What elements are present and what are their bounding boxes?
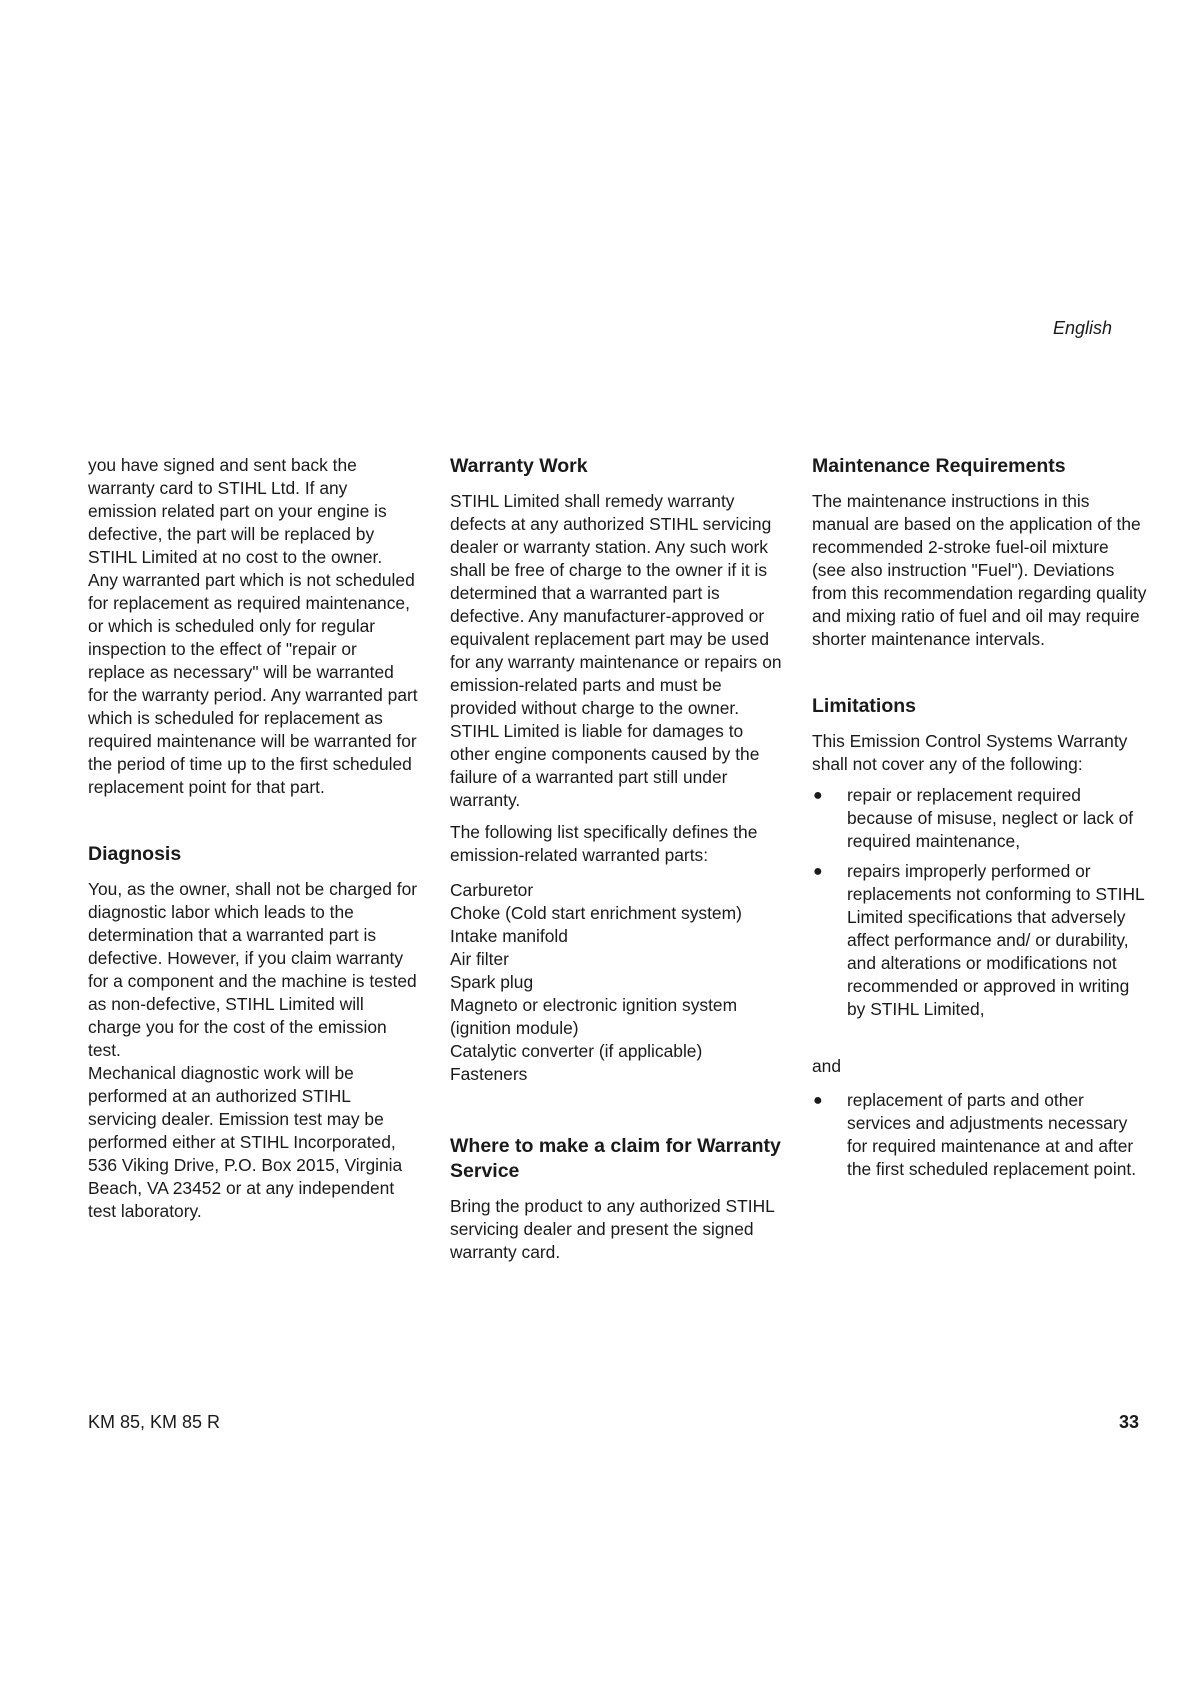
and-text: and — [812, 1056, 842, 1076]
paragraph: The maintenance instructions in this manual are based on the application of the recommended 2-stroke fuel-oil mixture (see also instruction "Fuel"). Deviations from this recommendation regarding quality and mixing ratio of fuel and oil may require shorter maintenance intervals. — [812, 491, 1147, 649]
bullet-icon: ● — [813, 863, 823, 880]
limitations-list-2 — [812, 1089, 1147, 1181]
list-item — [812, 860, 1147, 1021]
language-label: English — [1052, 318, 1112, 338]
list-item: Catalytic converter (if applicable) — [450, 1041, 703, 1061]
list-item-text: repairs improperly performed or replacements not conforming to STIHL Limited specifications that adversely affect performance and/ or durability, and alterations or modifications not recommended or approved in writing by STIHL Limited, — [847, 861, 1145, 1019]
list-item-text: replacement of parts and other services and adjustments necessary for required maintenance at and after the first scheduled replacement point. — [847, 1090, 1137, 1179]
paragraph: Mechanical diagnostic work will be performed at an authorized STIHL servicing dealer. Emission test may be performed either at STIHL Incorporated, — [88, 1063, 396, 1152]
column-1 — [88, 454, 418, 1223]
paragraph: 536 Viking Drive, P.O. Box 2015, Virginia Beach, VA 23452 or at any independent test laboratory. — [88, 1155, 403, 1221]
paragraph: You, as the owner, shall not be charged for diagnostic labor which leads to the determination that a warranted part is defective. However, if you claim warranty for a component and the machine is tested as non-defective, STIHL Limited will charge you for the cost of the emission test. — [88, 879, 418, 1060]
maintenance-heading: Maintenance Requirements — [812, 455, 1066, 477]
column-3 — [812, 454, 1147, 1188]
diagnosis-heading: Diagnosis — [88, 843, 182, 865]
list-item: Magneto or electronic ignition system (ignition module) — [450, 995, 738, 1038]
paragraph: Bring the product to any authorized STIHL servicing dealer and present the signed warranty card. — [450, 1196, 775, 1262]
paragraph: you have signed and sent back the warranty card to STIHL Ltd. If any emission related part on your engine is defective, the part will be replaced by STIHL Limited at no cost to the owner. — [88, 455, 387, 567]
limitations-heading: Limitations — [812, 695, 917, 717]
paragraph: The following list specifically defines the emission-related warranted parts: — [450, 822, 758, 865]
limitations-list — [812, 784, 1147, 1021]
list-item: Choke (Cold start enrichment system) — [450, 903, 742, 923]
list-item — [812, 784, 1147, 853]
list-item: Spark plug — [450, 972, 534, 992]
paragraph: This Emission Control Systems Warranty shall not cover any of the following: — [812, 731, 1128, 774]
paragraph: STIHL Limited shall remedy warranty defects at any authorized STIHL servicing dealer or warranty station. Any such work shall be free of charge to the owner if it is determined that a warranted part is defective. Any manufacturer-approved or equivalent replacement part may be used for any warranty maintenance or repairs on emission-related parts and must be provided without charge to the owner. STIHL Limited is liable for damages to other engine components caused by the failure of a warranted part still under warranty. — [450, 491, 782, 810]
list-item: Air filter — [450, 949, 509, 969]
list-item: Intake manifold — [450, 926, 568, 946]
claim-heading: Where to make a claim for Warranty Service — [450, 1135, 781, 1182]
model-footer: KM 85, KM 85 R — [88, 1412, 221, 1432]
column-2 — [450, 454, 785, 1264]
list-item-text: repair or replacement required because of misuse, neglect or lack of required maintenance, — [847, 785, 1134, 851]
page-number: 33 — [1118, 1412, 1139, 1432]
parts-list — [450, 879, 785, 1086]
bullet-icon: ● — [813, 1092, 823, 1109]
warranty-work-heading: Warranty Work — [450, 455, 588, 477]
list-item: Carburetor — [450, 880, 534, 900]
paragraph: Any warranted part which is not scheduled for replacement as required maintenance, or which is scheduled only for regular inspection to the effect of "repair or replace as necessary" will be warranted for the warranty period. Any warranted part which is scheduled for replacement as required maintenance will be warranted for the period of time up to the first scheduled replacement point for that part. — [88, 570, 418, 797]
bullet-icon: ● — [813, 787, 823, 804]
list-item — [812, 1089, 1147, 1181]
list-item: Fasteners — [450, 1064, 528, 1084]
